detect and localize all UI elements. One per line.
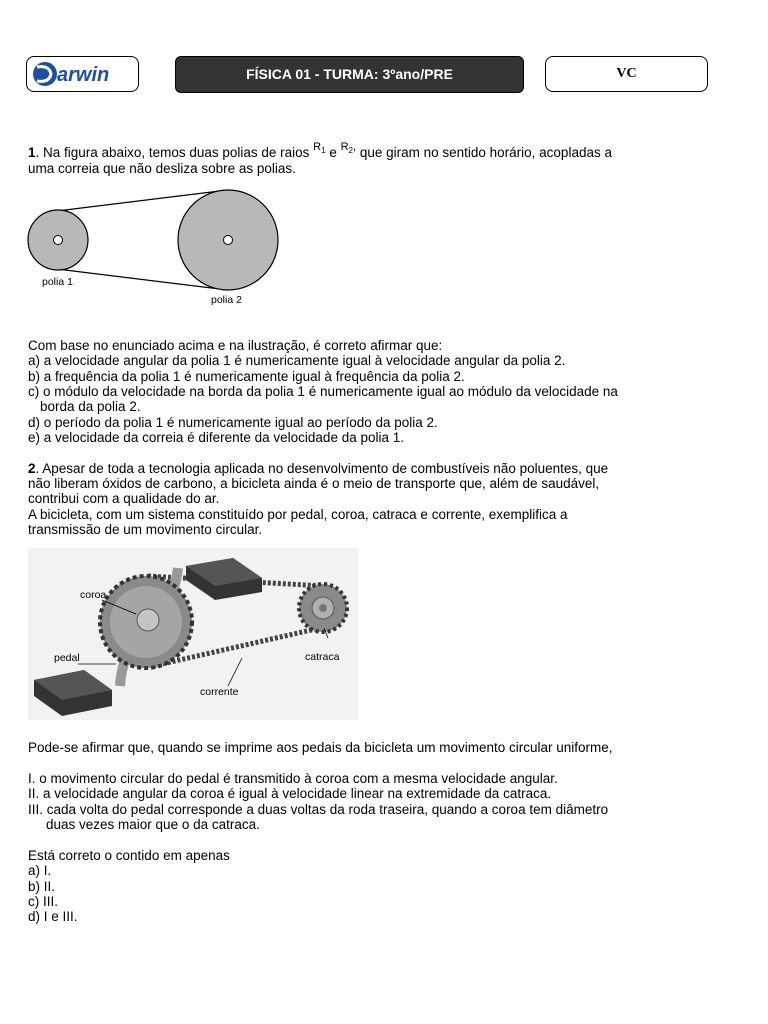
svg-text:arwin: arwin [57, 64, 110, 86]
q1-conj: e [325, 145, 341, 160]
q2-p1-line1: 2. Apesar de toda a tecnologia aplicada no desenvolvimento de combustíveis não poluentes, que [28, 461, 609, 476]
q2-statement-3-cont: duas vezes maior que o da catraca. [46, 817, 260, 832]
q1-option-c: c) o módulo da velocidade na borda da polia 1 é numericamente igual ao módulo da velocidade na [28, 384, 618, 399]
coroa-hub [137, 609, 159, 631]
q1-r2: R2, [340, 141, 357, 156]
q2-p1-line3: contribui com a qualidade do ar. [28, 491, 220, 506]
q1-stem: Com base no enunciado acima e na ilustração, é correto afirmar que: [28, 338, 443, 353]
q1-intro-line2: uma correia que não desliza sobre as polias. [28, 161, 296, 176]
q1-option-a: a) a velocidade angular da polia 1 é numericamente igual à velocidade angular da polia 2. [28, 353, 566, 368]
header-title: FÍSICA 01 - TURMA: 3ºano/PRE [175, 56, 524, 93]
coroa-label: coroa [80, 589, 107, 601]
q1-intro-b: que giram no sentido horário, acopladas a [356, 145, 612, 160]
corrente-label: corrente [200, 686, 239, 698]
q1-option-c-cont: borda da polia 2. [40, 399, 141, 414]
q2-p2-line2: transmissão de um movimento circular. [28, 522, 263, 537]
q1-option-e: e) a velocidade da correia é diferente da velocidade da polia 1. [28, 430, 405, 445]
pulley-1-axle [54, 236, 63, 245]
q2-option-a: a) I. [28, 863, 52, 878]
logo-graphic [27, 57, 138, 91]
q1-option-b: b) a frequência da polia 1 é numericamente igual à frequência da polia 2. [28, 369, 465, 384]
catraca-label: catraca [305, 651, 340, 663]
q2-ask: Está correto o contido em apenas [28, 848, 230, 863]
pulley-2-axle [224, 236, 233, 245]
q1-intro-a: . Na figura abaixo, temos duas polias de raios [35, 145, 314, 160]
q2-option-b: b) II. [28, 879, 56, 894]
q2-statement-1: I. o movimento circular do pedal é transmitido à coroa com a mesma velocidade angular. [28, 771, 558, 786]
q2-number: 2 [28, 461, 36, 476]
q2-option-c: c) III. [28, 894, 58, 909]
header-code: VC [545, 56, 708, 92]
q1-r1: R1 [313, 141, 326, 156]
q2-p1-line2: não liberam óxidos de carbono, a bicicleta ainda é o meio de transporte que, além de saudável, [28, 476, 600, 491]
q1-option-d: d) o período da polia 1 é numericamente igual ao período da polia 2. [28, 415, 438, 430]
pulley-2-label: polia 2 [211, 294, 242, 306]
bike-drive-figure [28, 548, 358, 720]
pulley-figure [22, 186, 286, 312]
q2-p2-line1: A bicicleta, com um sistema constituído por pedal, coroa, catraca e corrente, exemplifica a [28, 507, 568, 522]
q2-statement-2: II. a velocidade angular da coroa é igual à velocidade linear na extremidade da catraca. [28, 786, 552, 801]
pedal-label: pedal [54, 652, 80, 664]
q2-option-d: d) I e III. [28, 909, 78, 924]
q2-stem: Pode-se afirmar que, quando se imprime aos pedais da bicicleta um movimento circular uniforme, [28, 740, 613, 755]
catraca-axle [319, 604, 327, 612]
q2-statement-3: III. cada volta do pedal corresponde a duas voltas da roda traseira, quando a coroa tem diâmetro [28, 802, 609, 817]
q1-number: 1 [28, 145, 36, 160]
pulley-1-label: polia 1 [42, 276, 73, 288]
logo [26, 56, 139, 92]
